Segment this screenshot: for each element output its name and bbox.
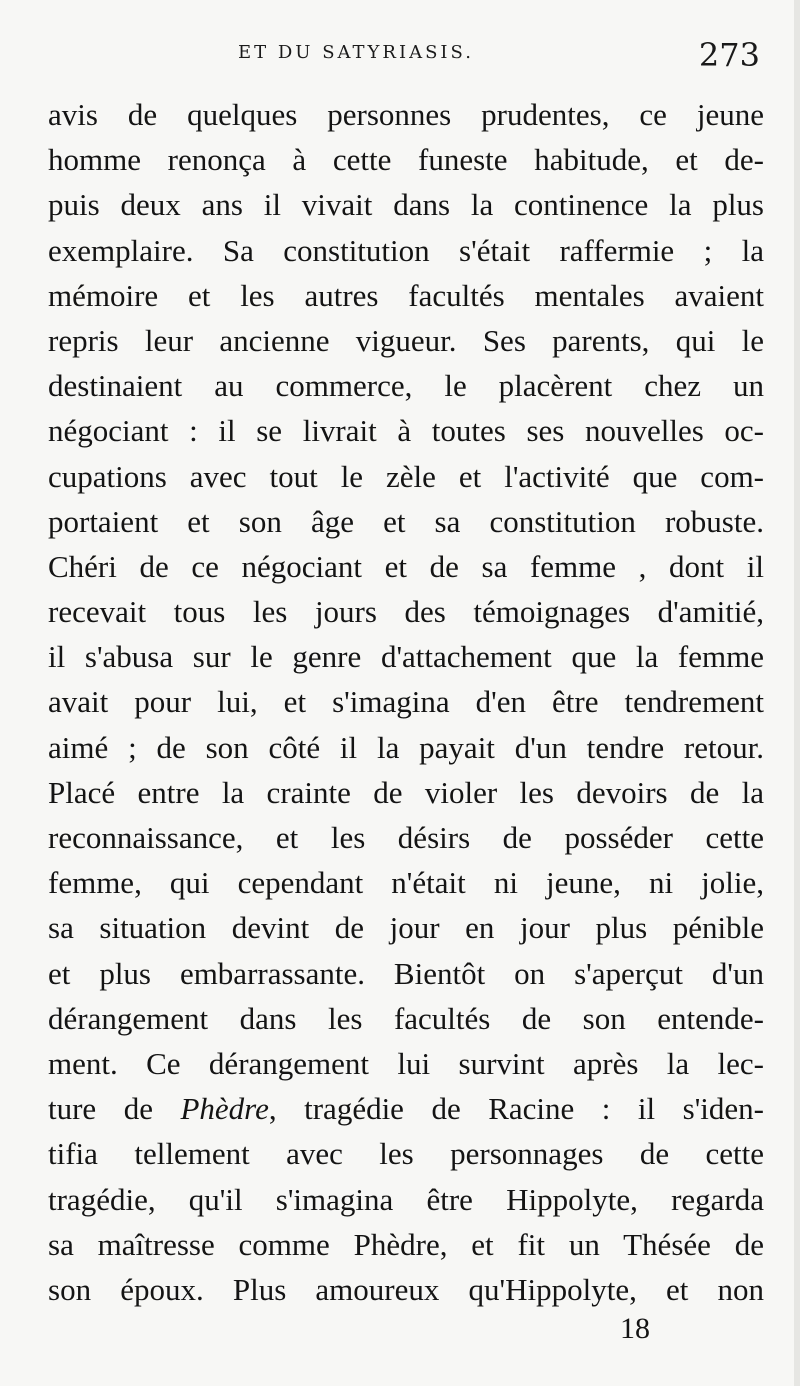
text-line: cupations avec tout le zèle et l'activité que com- xyxy=(48,458,764,494)
text-line: homme renonça à cette funeste habitude, et de- xyxy=(48,142,764,178)
text-fragment: , tragédie de Racine : il s'iden- xyxy=(268,1091,764,1127)
running-head: ET DU SATYRIASIS. xyxy=(238,42,474,63)
text-line: négociant : il se livrait à toutes ses nouvelles oc- xyxy=(48,413,764,449)
text-line: sa maîtresse comme Phèdre, et fit un Thésée de xyxy=(48,1226,764,1262)
body-text xyxy=(48,92,764,1312)
text-line: aimé ; de son côté il la payait d'un tendre retour. xyxy=(48,729,764,765)
text-line: avait pour lui, et s'imagina d'en être tendrement xyxy=(48,684,764,720)
text-line: puis deux ans il vivait dans la continence la plus xyxy=(48,187,764,223)
page-number: 273 xyxy=(698,36,760,74)
signature-mark: 18 xyxy=(620,1312,650,1345)
text-line: son époux. Plus amoureux qu'Hippolyte, et non xyxy=(48,1271,764,1307)
text-line: tifia tellement avec les personnages de cette xyxy=(48,1136,764,1172)
text-line: destinaient au commerce, le placèrent chez un xyxy=(48,368,764,404)
text-line: tragédie, qu'il s'imagina être Hippolyte, regarda xyxy=(48,1181,764,1217)
text-line: femme, qui cependant n'était ni jeune, ni jolie, xyxy=(48,865,764,901)
text-line: Chéri de ce négociant et de sa femme , dont il xyxy=(48,548,764,584)
text-line: avis de quelques personnes prudentes, ce jeune xyxy=(48,97,764,132)
text-line: recevait tous les jours des témoignages d'amitié, xyxy=(48,594,764,630)
text-line: reconnaissance, et les désirs de posséder cette xyxy=(48,820,764,855)
italic-title: Phèdre xyxy=(180,1091,269,1127)
text-line: Placé entre la crainte de violer les devoirs de la xyxy=(48,774,764,810)
text-line: dérangement dans les facultés de son entende- xyxy=(48,1000,764,1036)
page-header xyxy=(48,36,764,86)
text-line: sa situation devint de jour en jour plus pénible xyxy=(48,910,764,946)
text-fragment: ture de xyxy=(48,1091,181,1127)
text-line: portaient et son âge et sa constitution robuste. xyxy=(48,503,764,539)
text-line: exemplaire. Sa constitution s'était raffermie ; la xyxy=(48,232,764,268)
text-line: il s'abusa sur le genre d'attachement que la femme xyxy=(48,639,764,675)
text-line-italic xyxy=(48,1086,764,1131)
text-line: repris leur ancienne vigueur. Ses parents, qui le xyxy=(48,322,764,358)
text-line: mémoire et les autres facultés mentales avaient xyxy=(48,277,764,313)
text-line: et plus embarrassante. Bientôt on s'aperçut d'un xyxy=(48,955,764,991)
text-line: ment. Ce dérangement lui survint après la lec- xyxy=(48,1045,764,1081)
